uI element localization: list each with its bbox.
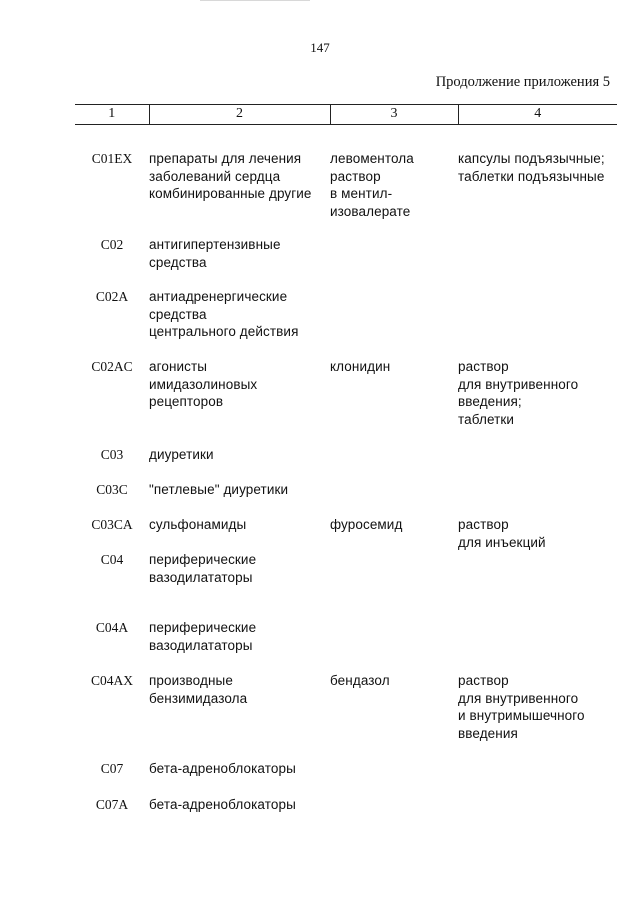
atc-code: C04 [100,552,124,567]
continuation-label: Продолжение приложения 5 [435,74,610,90]
drug-name [330,430,458,465]
atc-code: C01EX [91,151,133,166]
column-header-1: 1 [75,105,149,125]
group-name: агонисты имидазолиновых рецепторов [149,359,258,409]
atc-code: C02AC [91,359,133,374]
atc-code: C02 [100,237,124,252]
drug-name [330,551,458,603]
dosage-form [458,603,617,655]
dosage-form [458,465,617,500]
atc-code: C03CA [91,517,133,532]
page-number: 147 [310,40,330,55]
group-name: "петлевые" диуретики [149,482,289,497]
group-name: препараты для лечения заболеваний сердца комбинированные другие [149,151,312,201]
drug-name: левоментола раствор в ментил- изовалерате [330,151,414,219]
table-row [75,272,617,342]
column-header-4: 4 [458,105,617,125]
table-row [75,125,617,221]
drug-name [330,779,458,814]
atc-code: C04AX [90,673,133,688]
table-row [75,551,617,603]
atc-code: C03C [96,482,128,497]
group-name: производные бензимидазола [149,673,248,706]
drug-name: бендазол [330,673,390,688]
table-row [75,342,617,430]
atc-code: C02A [95,289,129,304]
dosage-form: раствор для инъекций [458,517,546,550]
dosage-form: капсулы подъязычные; таблетки подъязычные [458,151,605,184]
table-row [75,742,617,779]
group-name: периферические вазодилататоры [149,620,257,653]
drug-name: клонидин [330,359,391,374]
drug-name [330,272,458,342]
atc-code: C07A [95,797,129,812]
table-row [75,465,617,500]
drug-table [75,104,617,814]
top-scan-line [200,0,310,1]
drug-name [330,220,458,272]
atc-code: C07 [100,761,124,776]
table-header-row [75,105,617,125]
atc-code: C03 [100,447,124,462]
group-name: антиадренергические средства центрального действия [149,289,299,339]
table-row [75,430,617,465]
table-row [75,779,617,814]
dosage-form [458,220,617,272]
dosage-form [458,742,617,779]
table-row [75,500,617,551]
group-name: сульфонамиды [149,517,247,532]
drug-name [330,465,458,500]
dosage-form: раствор для внутривенного введения; таблетки [458,359,579,427]
drug-name [330,742,458,779]
dosage-form [458,551,617,603]
column-header-3: 3 [330,105,458,125]
dosage-form [458,430,617,465]
atc-code: C04A [95,620,129,635]
table-row [75,655,617,742]
group-name: бета-адреноблокаторы [149,761,296,776]
group-name: бета-адреноблокаторы [149,797,296,812]
table-row [75,603,617,655]
column-header-2: 2 [149,105,330,125]
drug-name: фуросемид [330,517,403,532]
dosage-form [458,272,617,342]
drug-name [330,603,458,655]
dosage-form: раствор для внутривенного и внутримышечного введения [458,673,585,741]
dosage-form [458,779,617,814]
group-name: антигипертензивные средства [149,237,281,270]
group-name: диуретики [149,447,214,462]
group-name: периферические вазодилататоры [149,552,257,585]
table-row [75,220,617,272]
